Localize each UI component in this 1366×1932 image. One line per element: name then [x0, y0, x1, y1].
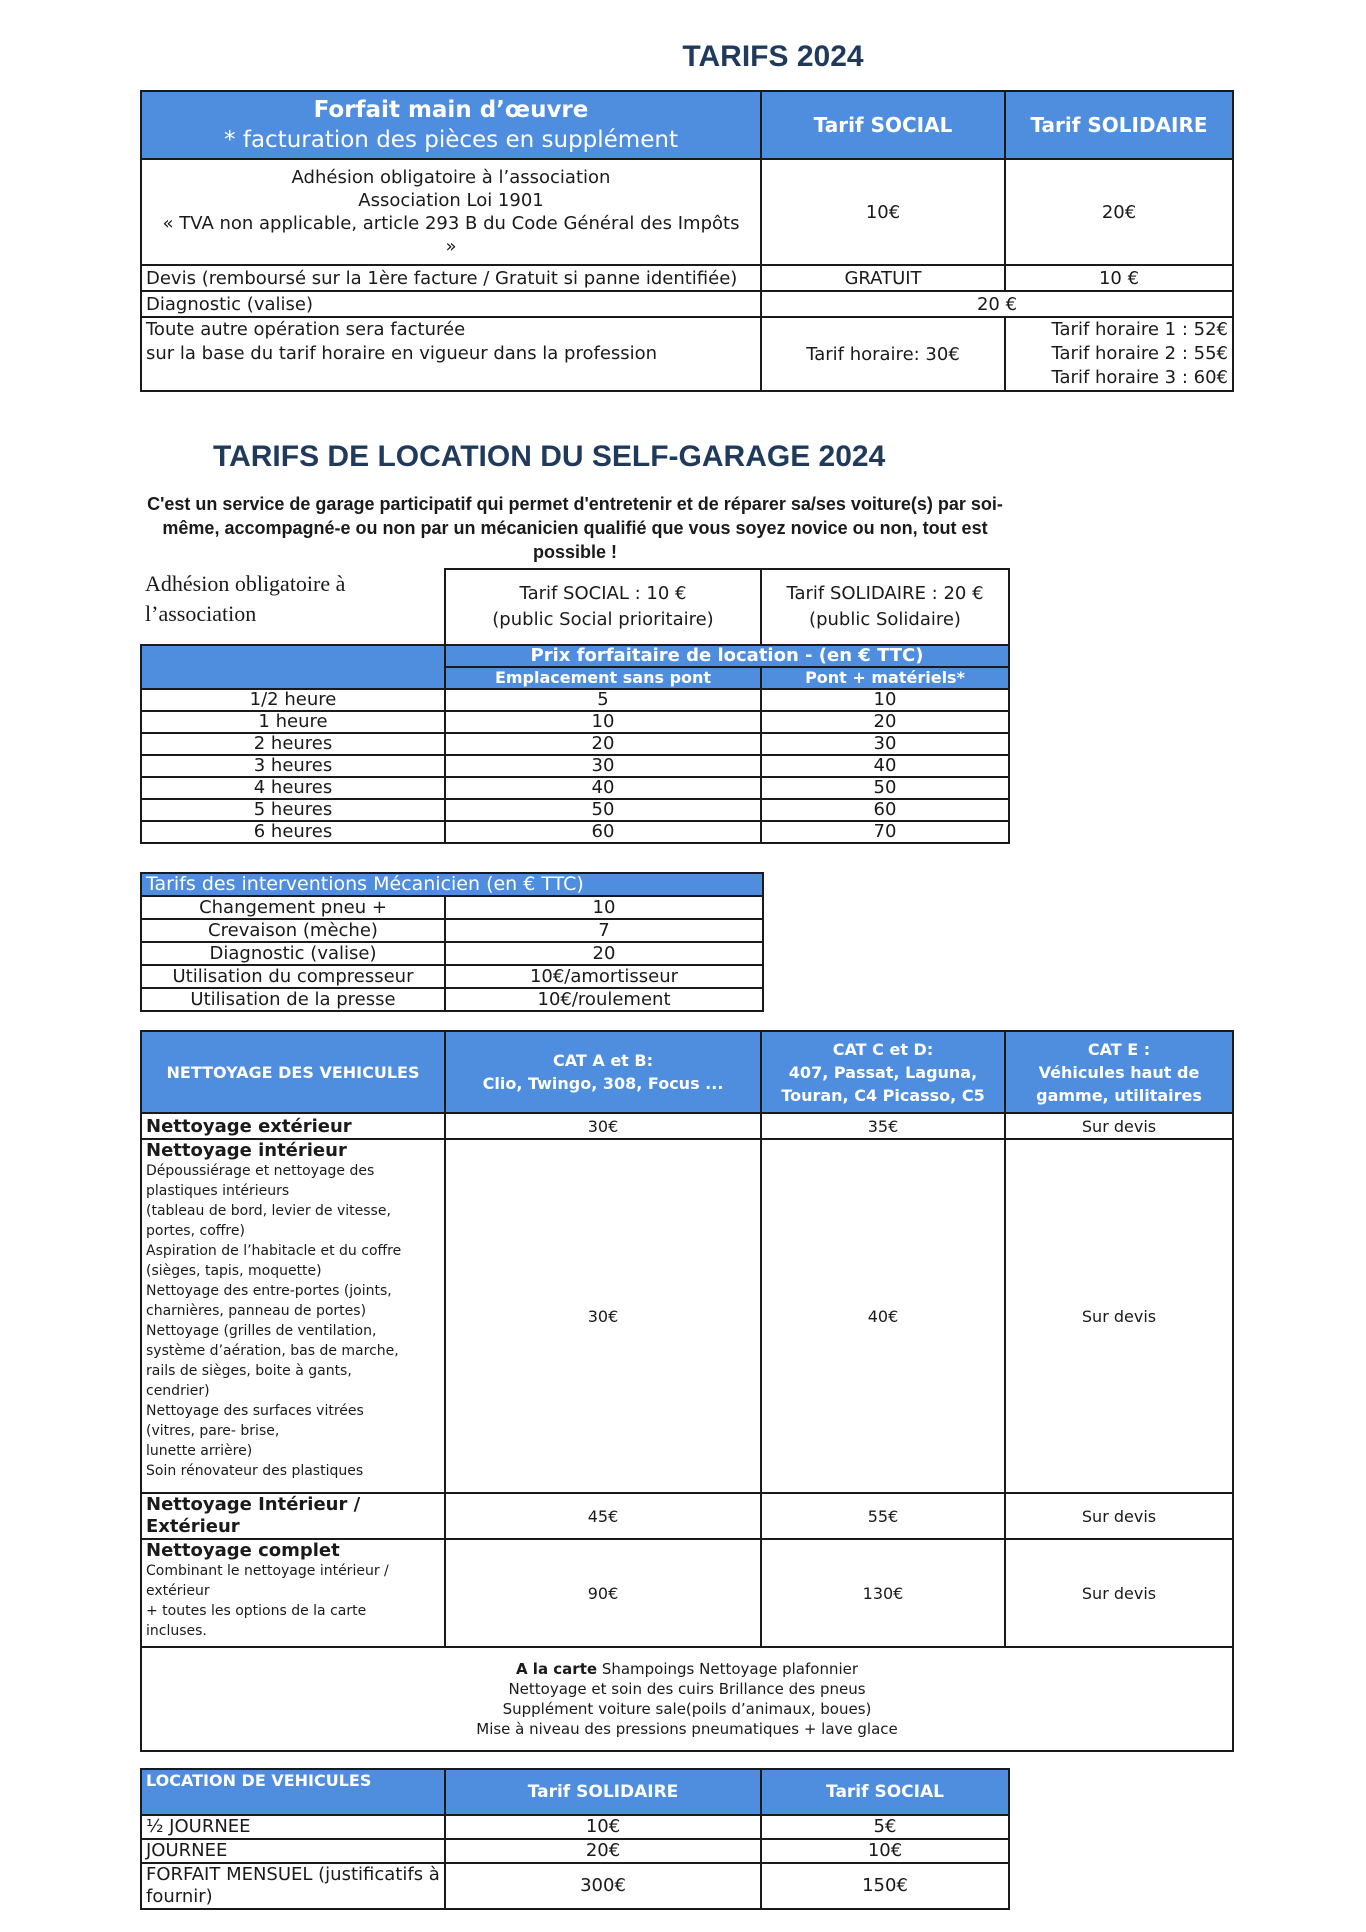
detail-line: Combinant le nettoyage intérieur /	[146, 1563, 389, 1579]
ext-label: Nettoyage extérieur	[141, 1113, 445, 1139]
table-row	[141, 733, 1009, 755]
table-row	[141, 777, 1009, 799]
taux-social: Tarif horaire: 30€	[761, 317, 1005, 391]
cat-e-header	[1005, 1031, 1233, 1113]
cat-c-header	[761, 1031, 1005, 1113]
a-la-carte	[141, 1647, 1233, 1751]
detail-line: cendrier)	[146, 1383, 210, 1399]
devis-label: Devis (remboursé sur la 1ère facture / Gratuit si panne identifiée)	[141, 265, 761, 291]
duration-cell: 5 heures	[141, 799, 445, 821]
sans-pont-price: 30	[445, 755, 761, 777]
int-c: 40€	[761, 1139, 1005, 1493]
pont-price: 50	[761, 777, 1009, 799]
tarif-social-sub: (public Social prioritaire)	[492, 609, 714, 630]
autre-operation-line: Toute autre opération sera facturée	[146, 319, 466, 340]
detail-line: + toutes les options de la carte	[146, 1603, 367, 1619]
vehicule-solidaire: 300€	[445, 1863, 761, 1909]
sans-pont-price: 50	[445, 799, 761, 821]
duration-cell: 1 heure	[141, 711, 445, 733]
intervention-label: Crevaison (mèche)	[141, 919, 445, 942]
detail-line: (sièges, tapis, moquette)	[146, 1263, 322, 1279]
table-row	[141, 821, 1009, 843]
ext-a: 30€	[445, 1113, 761, 1139]
intervention-price: 10	[445, 896, 763, 919]
adhesion-cell	[141, 159, 761, 265]
taux-line: Tarif horaire 2 : 55€	[1051, 343, 1228, 364]
cat-e-line: Véhicules haut de	[1038, 1062, 1200, 1082]
int-details	[146, 1161, 440, 1481]
adhesion-note: Adhésion obligatoire à l’association	[145, 571, 346, 626]
vehicule-label: ½ JOURNEE	[141, 1815, 445, 1839]
complet-a: 90€	[445, 1539, 761, 1647]
intervention-label: Utilisation de la presse	[141, 988, 445, 1011]
complet-details	[146, 1561, 440, 1641]
table-row	[141, 1815, 1009, 1839]
cat-a-header	[445, 1031, 761, 1113]
intervention-price: 7	[445, 919, 763, 942]
autre-operation-cell	[141, 317, 761, 391]
detail-line: portes, coffre)	[146, 1223, 245, 1239]
tarif-solidaire-title: Tarif SOLIDAIRE : 20 €	[786, 583, 984, 604]
intervention-price: 10€/amortisseur	[445, 965, 763, 988]
tarif-solidaire-sub: (public Solidaire)	[809, 609, 961, 630]
sans-pont-price: 60	[445, 821, 761, 843]
vehicule-label: JOURNEE	[141, 1839, 445, 1863]
adhesion-solidaire: 20€	[1005, 159, 1233, 265]
section-title: TARIFS DE LOCATION DU SELF-GARAGE 2024	[213, 440, 886, 473]
pont-price: 30	[761, 733, 1009, 755]
table-row	[141, 919, 763, 942]
cat-a-line: CAT A et B:	[553, 1051, 653, 1070]
ext-c: 35€	[761, 1113, 1005, 1139]
intro-text: C'est un service de garage participatif qui permet d'entretenir et de réparer sa/ses voiture(s) par soi-même, accompagné-e ou non par un mécanicien qualifié que vous soyez novice ou non, tout est possible !	[147, 494, 1003, 562]
intervention-label: Diagnostic (valise)	[141, 942, 445, 965]
adhesion-line: Adhésion obligatoire à l’association	[291, 167, 611, 188]
diagnostic-price: 20 €	[761, 291, 1233, 317]
autre-operation-line: sur la base du tarif horaire en vigueur dans la profession	[146, 343, 658, 364]
page-title: TARIFS 2024	[682, 40, 864, 73]
cat-c-line: Touran, C4 Picasso, C5	[781, 1085, 985, 1105]
cat-e-line: CAT E :	[1087, 1039, 1151, 1059]
intervention-label: Changement pneu +	[141, 896, 445, 919]
devis-solidaire: 10 €	[1005, 265, 1233, 291]
table-row	[141, 1863, 1009, 1909]
tarif-social-box	[445, 569, 761, 645]
nettoyage-table	[140, 1030, 1234, 1752]
int-ext-e: Sur devis	[1005, 1493, 1233, 1539]
detail-line: Dépoussiérage et nettoyage des	[146, 1163, 375, 1179]
complet-label: Nettoyage complet	[146, 1540, 340, 1561]
complet-c: 130€	[761, 1539, 1005, 1647]
sans-pont-price: 10	[445, 711, 761, 733]
pont-price: 20	[761, 711, 1009, 733]
adhesion-line: « TVA non applicable, article 293 B du Code Général des Impôts	[162, 213, 740, 234]
duration-cell: 2 heures	[141, 733, 445, 755]
int-ext-c: 55€	[761, 1493, 1005, 1539]
detail-line: Soin rénovateur des plastiques	[146, 1463, 364, 1479]
pont-price: 40	[761, 755, 1009, 777]
detail-line: rails de sièges, boite à gants,	[146, 1363, 352, 1379]
interventions-header: Tarifs des interventions Mécanicien (en € TTC)	[141, 873, 763, 896]
cat-e-line: gamme, utilitaires	[1036, 1085, 1202, 1105]
sans-pont-price: 20	[445, 733, 761, 755]
sans-pont-price: 5	[445, 689, 761, 711]
table-row	[141, 942, 763, 965]
table-row	[141, 988, 763, 1011]
detail-line: charnières, panneau de portes)	[146, 1303, 367, 1319]
detail-line: (vitres, pare- brise,	[146, 1423, 280, 1439]
location-vehicules-table	[140, 1768, 1010, 1910]
table-row	[141, 755, 1009, 777]
location-table	[140, 568, 1010, 844]
vehicule-social: 150€	[761, 1863, 1009, 1909]
detail-line: extérieur	[146, 1583, 210, 1599]
devis-social: GRATUIT	[761, 265, 1005, 291]
pont-price: 10	[761, 689, 1009, 711]
vehicule-social: 10€	[761, 1839, 1009, 1863]
adhesion-line: »	[445, 236, 457, 257]
int-label: Nettoyage intérieur	[146, 1140, 347, 1161]
forfait-header	[141, 91, 761, 159]
detail-line: Nettoyage des surfaces vitrées	[146, 1403, 364, 1419]
complet-e: Sur devis	[1005, 1539, 1233, 1647]
duration-cell: 6 heures	[141, 821, 445, 843]
taux-line: Tarif horaire 1 : 52€	[1051, 319, 1228, 340]
vehicule-social: 5€	[761, 1815, 1009, 1839]
detail-line: (tableau de bord, levier de vitesse,	[146, 1203, 391, 1219]
forfait-header-line1: Forfait main d’œuvre	[313, 97, 589, 123]
int-ext-label: Nettoyage Intérieur / Extérieur	[141, 1493, 445, 1539]
tarif-social-header: Tarif SOCIAL	[761, 91, 1005, 159]
blank-header	[141, 645, 445, 689]
pont-price: 60	[761, 799, 1009, 821]
duration-cell: 4 heures	[141, 777, 445, 799]
col-sans-pont: Emplacement sans pont	[445, 667, 761, 689]
diagnostic-label: Diagnostic (valise)	[141, 291, 761, 317]
int-a: 30€	[445, 1139, 761, 1493]
a-la-carte-line: Nettoyage et soin des cuirs Brillance des pneus	[508, 1680, 866, 1698]
tarif-solidaire-box	[761, 569, 1009, 645]
detail-line: Nettoyage (grilles de ventilation,	[146, 1323, 377, 1339]
detail-line: lunette arrière)	[146, 1443, 253, 1459]
vehicules-header: LOCATION DE VEHICULES	[141, 1769, 445, 1815]
col-pont: Pont + matériels*	[761, 667, 1009, 689]
int-ext-a: 45€	[445, 1493, 761, 1539]
tarif-solidaire-header: Tarif SOLIDAIRE	[1005, 91, 1233, 159]
a-la-carte-line: Shampoings Nettoyage plafonnier	[601, 1660, 859, 1678]
ext-e: Sur devis	[1005, 1113, 1233, 1139]
table-row	[141, 799, 1009, 821]
adhesion-social: 10€	[761, 159, 1005, 265]
sans-pont-price: 40	[445, 777, 761, 799]
duration-cell: 3 heures	[141, 755, 445, 777]
intervention-price: 10€/roulement	[445, 988, 763, 1011]
detail-line: incluses.	[146, 1623, 207, 1639]
vehicule-label: FORFAIT MENSUEL (justificatifs à fournir)	[141, 1863, 445, 1909]
detail-line: Aspiration de l’habitacle et du coffre	[146, 1243, 402, 1259]
cat-c-line: 407, Passat, Laguna,	[788, 1062, 978, 1082]
int-e: Sur devis	[1005, 1139, 1233, 1493]
tarif-social-title: Tarif SOCIAL : 10 €	[519, 583, 687, 604]
table-row	[141, 896, 763, 919]
duration-cell: 1/2 heure	[141, 689, 445, 711]
interventions-table	[140, 872, 764, 1012]
vehicule-solidaire: 20€	[445, 1839, 761, 1863]
cat-c-line: CAT C et D:	[832, 1039, 934, 1059]
a-la-carte-title: A la carte	[515, 1660, 598, 1678]
vehicule-solidaire: 10€	[445, 1815, 761, 1839]
table-row	[141, 711, 1009, 733]
int-cell	[141, 1139, 445, 1493]
intervention-label: Utilisation du compresseur	[141, 965, 445, 988]
detail-line: système d’aération, bas de marche,	[146, 1343, 399, 1359]
nettoyage-header: NETTOYAGE DES VEHICULES	[141, 1031, 445, 1113]
table-row	[141, 965, 763, 988]
table-row	[141, 689, 1009, 711]
intervention-price: 20	[445, 942, 763, 965]
detail-line: plastiques intérieurs	[146, 1183, 290, 1199]
vehicules-solidaire-header: Tarif SOLIDAIRE	[445, 1769, 761, 1815]
a-la-carte-line: Mise à niveau des pressions pneumatiques + lave glace	[476, 1720, 898, 1738]
taux-line: Tarif horaire 3 : 60€	[1051, 367, 1228, 388]
forfait-table	[140, 90, 1234, 392]
detail-line: Nettoyage des entre-portes (joints,	[146, 1283, 392, 1299]
complet-cell	[141, 1539, 445, 1647]
prix-header: Prix forfaitaire de location - (en € TTC)	[445, 645, 1009, 667]
vehicules-social-header: Tarif SOCIAL	[761, 1769, 1009, 1815]
pont-price: 70	[761, 821, 1009, 843]
a-la-carte-line: Supplément voiture sale(poils d’animaux, boues)	[502, 1700, 872, 1718]
adhesion-line: Association Loi 1901	[358, 190, 544, 211]
table-row	[141, 1839, 1009, 1863]
forfait-header-line2: * facturation des pièces en supplément	[224, 127, 678, 153]
taux-solidaire	[1005, 317, 1233, 391]
cat-a-line: Clio, Twingo, 308, Focus ...	[482, 1074, 724, 1093]
